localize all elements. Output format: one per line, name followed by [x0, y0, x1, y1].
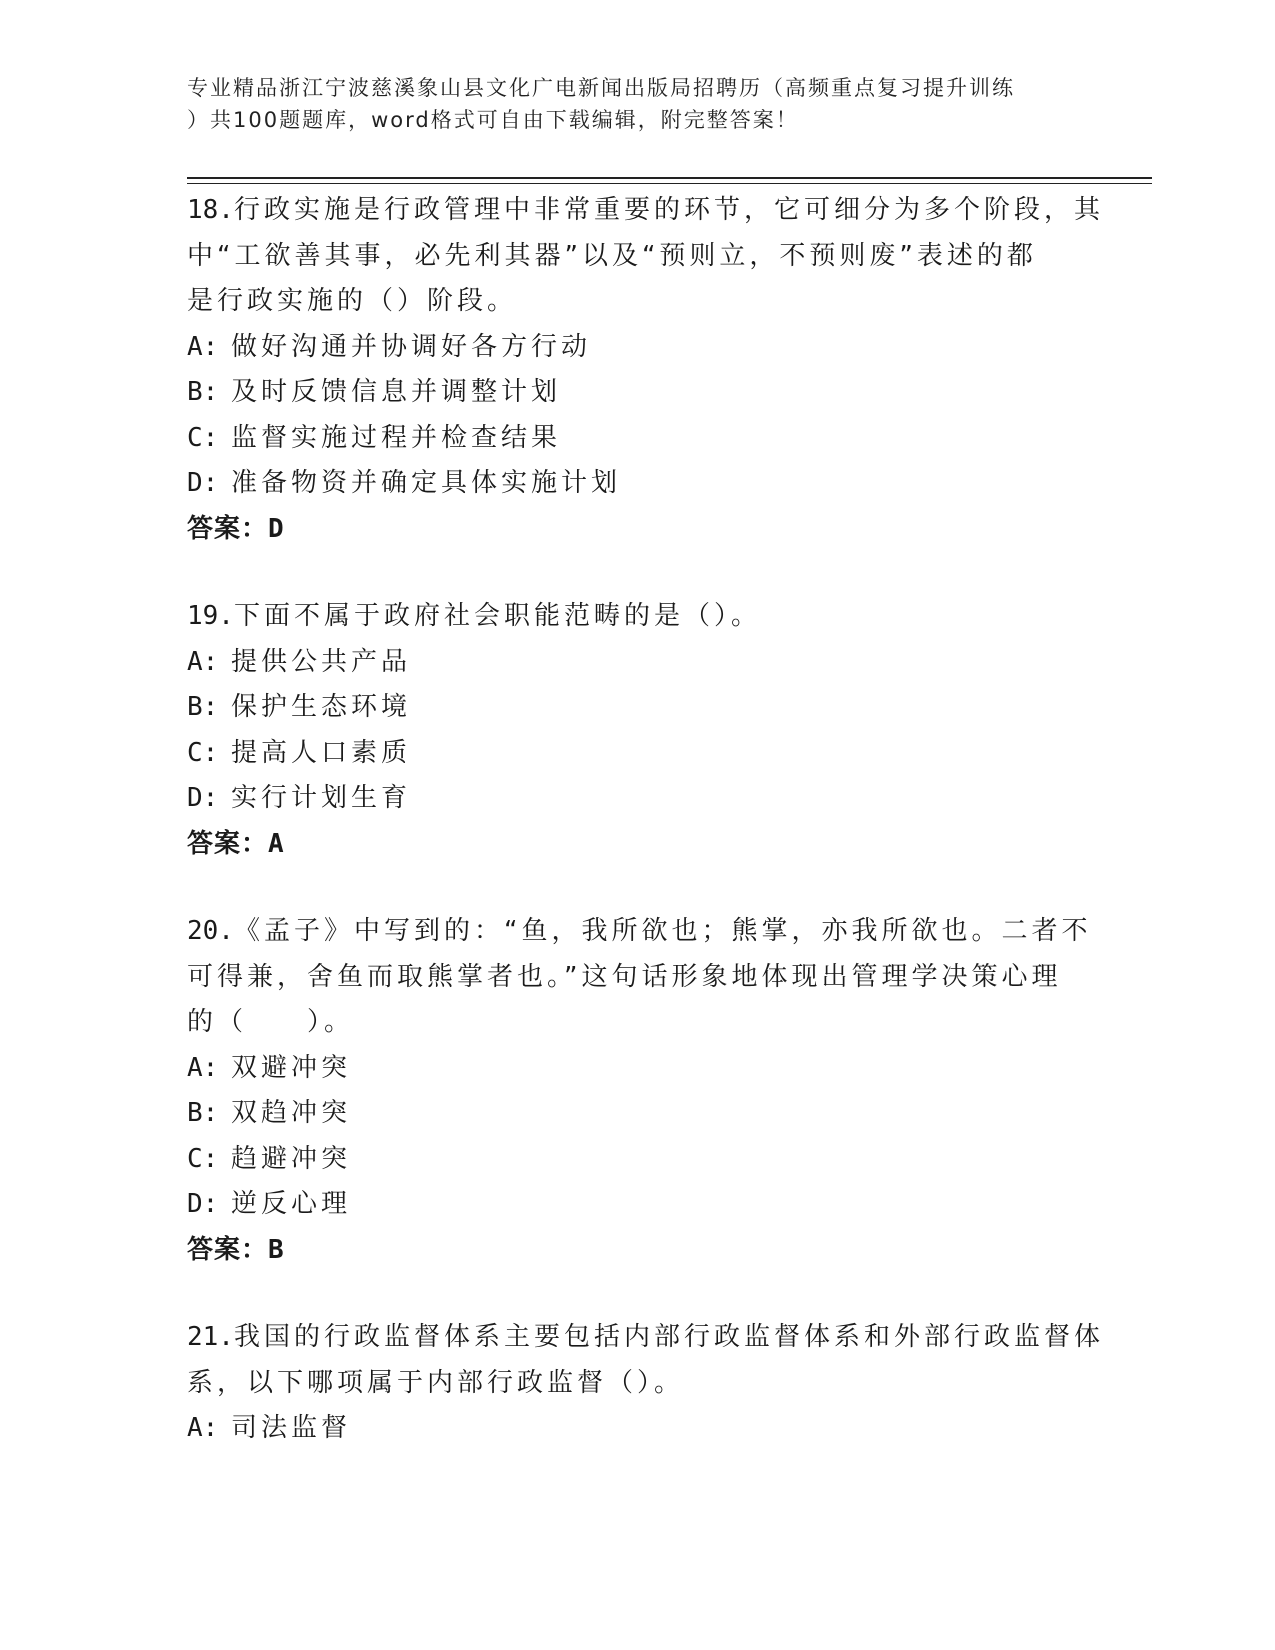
option-a: [187, 640, 1087, 686]
option-text: 做好沟通并协调好各方行动: [231, 331, 592, 362]
option-text: 实行计划生育: [231, 783, 412, 813]
option-text: 趋避冲突: [231, 1143, 352, 1174]
answer-line: [187, 822, 1087, 868]
option-text: 提供公共产品: [231, 646, 412, 677]
question-stem-line: 20.《孟子》中写到的：“鱼，我所欲也；熊掌，亦我所欲也。二者不: [187, 916, 1092, 946]
question-stem-line: 中“工欲善其事，必先利其器”以及“预则立，不预则废”表述的都: [187, 240, 1037, 271]
option-b: [187, 685, 1087, 731]
answer-line: [187, 507, 1087, 553]
option-text: 双避冲突: [231, 1052, 352, 1083]
option-key: B:: [187, 692, 219, 722]
option-a: [187, 1046, 1087, 1092]
document-header: [187, 72, 1087, 136]
option-text: 司法监督: [231, 1413, 352, 1443]
question-21: [187, 1315, 1104, 1452]
option-key: C:: [187, 1143, 219, 1174]
header-divider-thin: [187, 183, 1152, 184]
question-stem-line: 18.行政实施是行政管理中非常重要的环节，它可细分为多个阶段，其: [187, 195, 1104, 225]
option-text: 逆反心理: [231, 1189, 352, 1219]
option-text: 双趋冲突: [231, 1098, 352, 1128]
answer-value: D: [268, 513, 285, 544]
question-stem-line: 19.下面不属于政府社会职能范畴的是（）。: [187, 601, 761, 631]
question-list: [187, 188, 1104, 1494]
option-key: D:: [187, 1189, 219, 1219]
question-stem-line: 是行政实施的（）阶段。: [187, 286, 518, 316]
question-number: 20.: [187, 916, 234, 946]
answer-line: [187, 1228, 1087, 1274]
option-key: B:: [187, 1098, 219, 1128]
answer-value: B: [268, 1234, 285, 1265]
option-c: [187, 1137, 1087, 1183]
option-key: A:: [187, 646, 219, 677]
question-stem-line: 21.我国的行政监督体系主要包括内部行政监督体系和外部行政监督体: [187, 1322, 1104, 1352]
option-b: [187, 1091, 1087, 1137]
header-divider-thick: [187, 177, 1152, 179]
option-c: [187, 416, 1087, 462]
option-a: [187, 1406, 1087, 1452]
option-text: 准备物资并确定具体实施计划: [231, 468, 622, 498]
option-key: D:: [187, 468, 219, 498]
header-line-2-part-b: 题库，word格式可自由下载编辑，附完整答案！: [302, 108, 799, 132]
option-d: [187, 461, 1087, 507]
question-number: 19.: [187, 601, 234, 631]
option-b: [187, 370, 1087, 416]
option-d: [187, 776, 1087, 822]
option-key: B:: [187, 377, 219, 407]
question-stem-line: 的（ ）。: [187, 1007, 355, 1037]
answer-value: A: [268, 828, 285, 859]
option-a: [187, 325, 1087, 371]
answer-label: 答案：: [187, 828, 269, 859]
answer-label: 答案：: [187, 513, 269, 544]
option-key: D:: [187, 783, 219, 813]
question-19: [187, 594, 1087, 867]
question-stem-line: 系，以下哪项属于内部行政监督（）。: [187, 1367, 685, 1398]
option-c: [187, 731, 1087, 777]
option-key: A:: [187, 331, 219, 362]
option-key: C:: [187, 422, 219, 453]
question-18: [187, 188, 1104, 552]
option-d: [187, 1182, 1087, 1228]
option-text: 监督实施过程并检查结果: [231, 422, 562, 453]
header-line-2-part-a: ）共100题: [187, 108, 303, 132]
header-line-1: 专业精品浙江宁波慈溪象山县文化广电新闻出版局招聘历（高频重点复习提升训练: [187, 76, 1015, 100]
header-line-2: [187, 104, 1087, 136]
option-text: 保护生态环境: [231, 692, 412, 722]
question-number: 21.: [187, 1322, 234, 1352]
question-stem-line: 可得兼，舍鱼而取熊掌者也。”这句话形象地体现出管理学决策心理: [187, 961, 1062, 992]
option-key: A:: [187, 1413, 219, 1443]
option-key: C:: [187, 737, 219, 768]
option-text: 及时反馈信息并调整计划: [231, 377, 562, 407]
option-key: A:: [187, 1052, 219, 1083]
question-20: [187, 909, 1092, 1273]
option-text: 提高人口素质: [231, 737, 412, 768]
answer-label: 答案：: [187, 1234, 269, 1265]
question-number: 18.: [187, 195, 234, 225]
